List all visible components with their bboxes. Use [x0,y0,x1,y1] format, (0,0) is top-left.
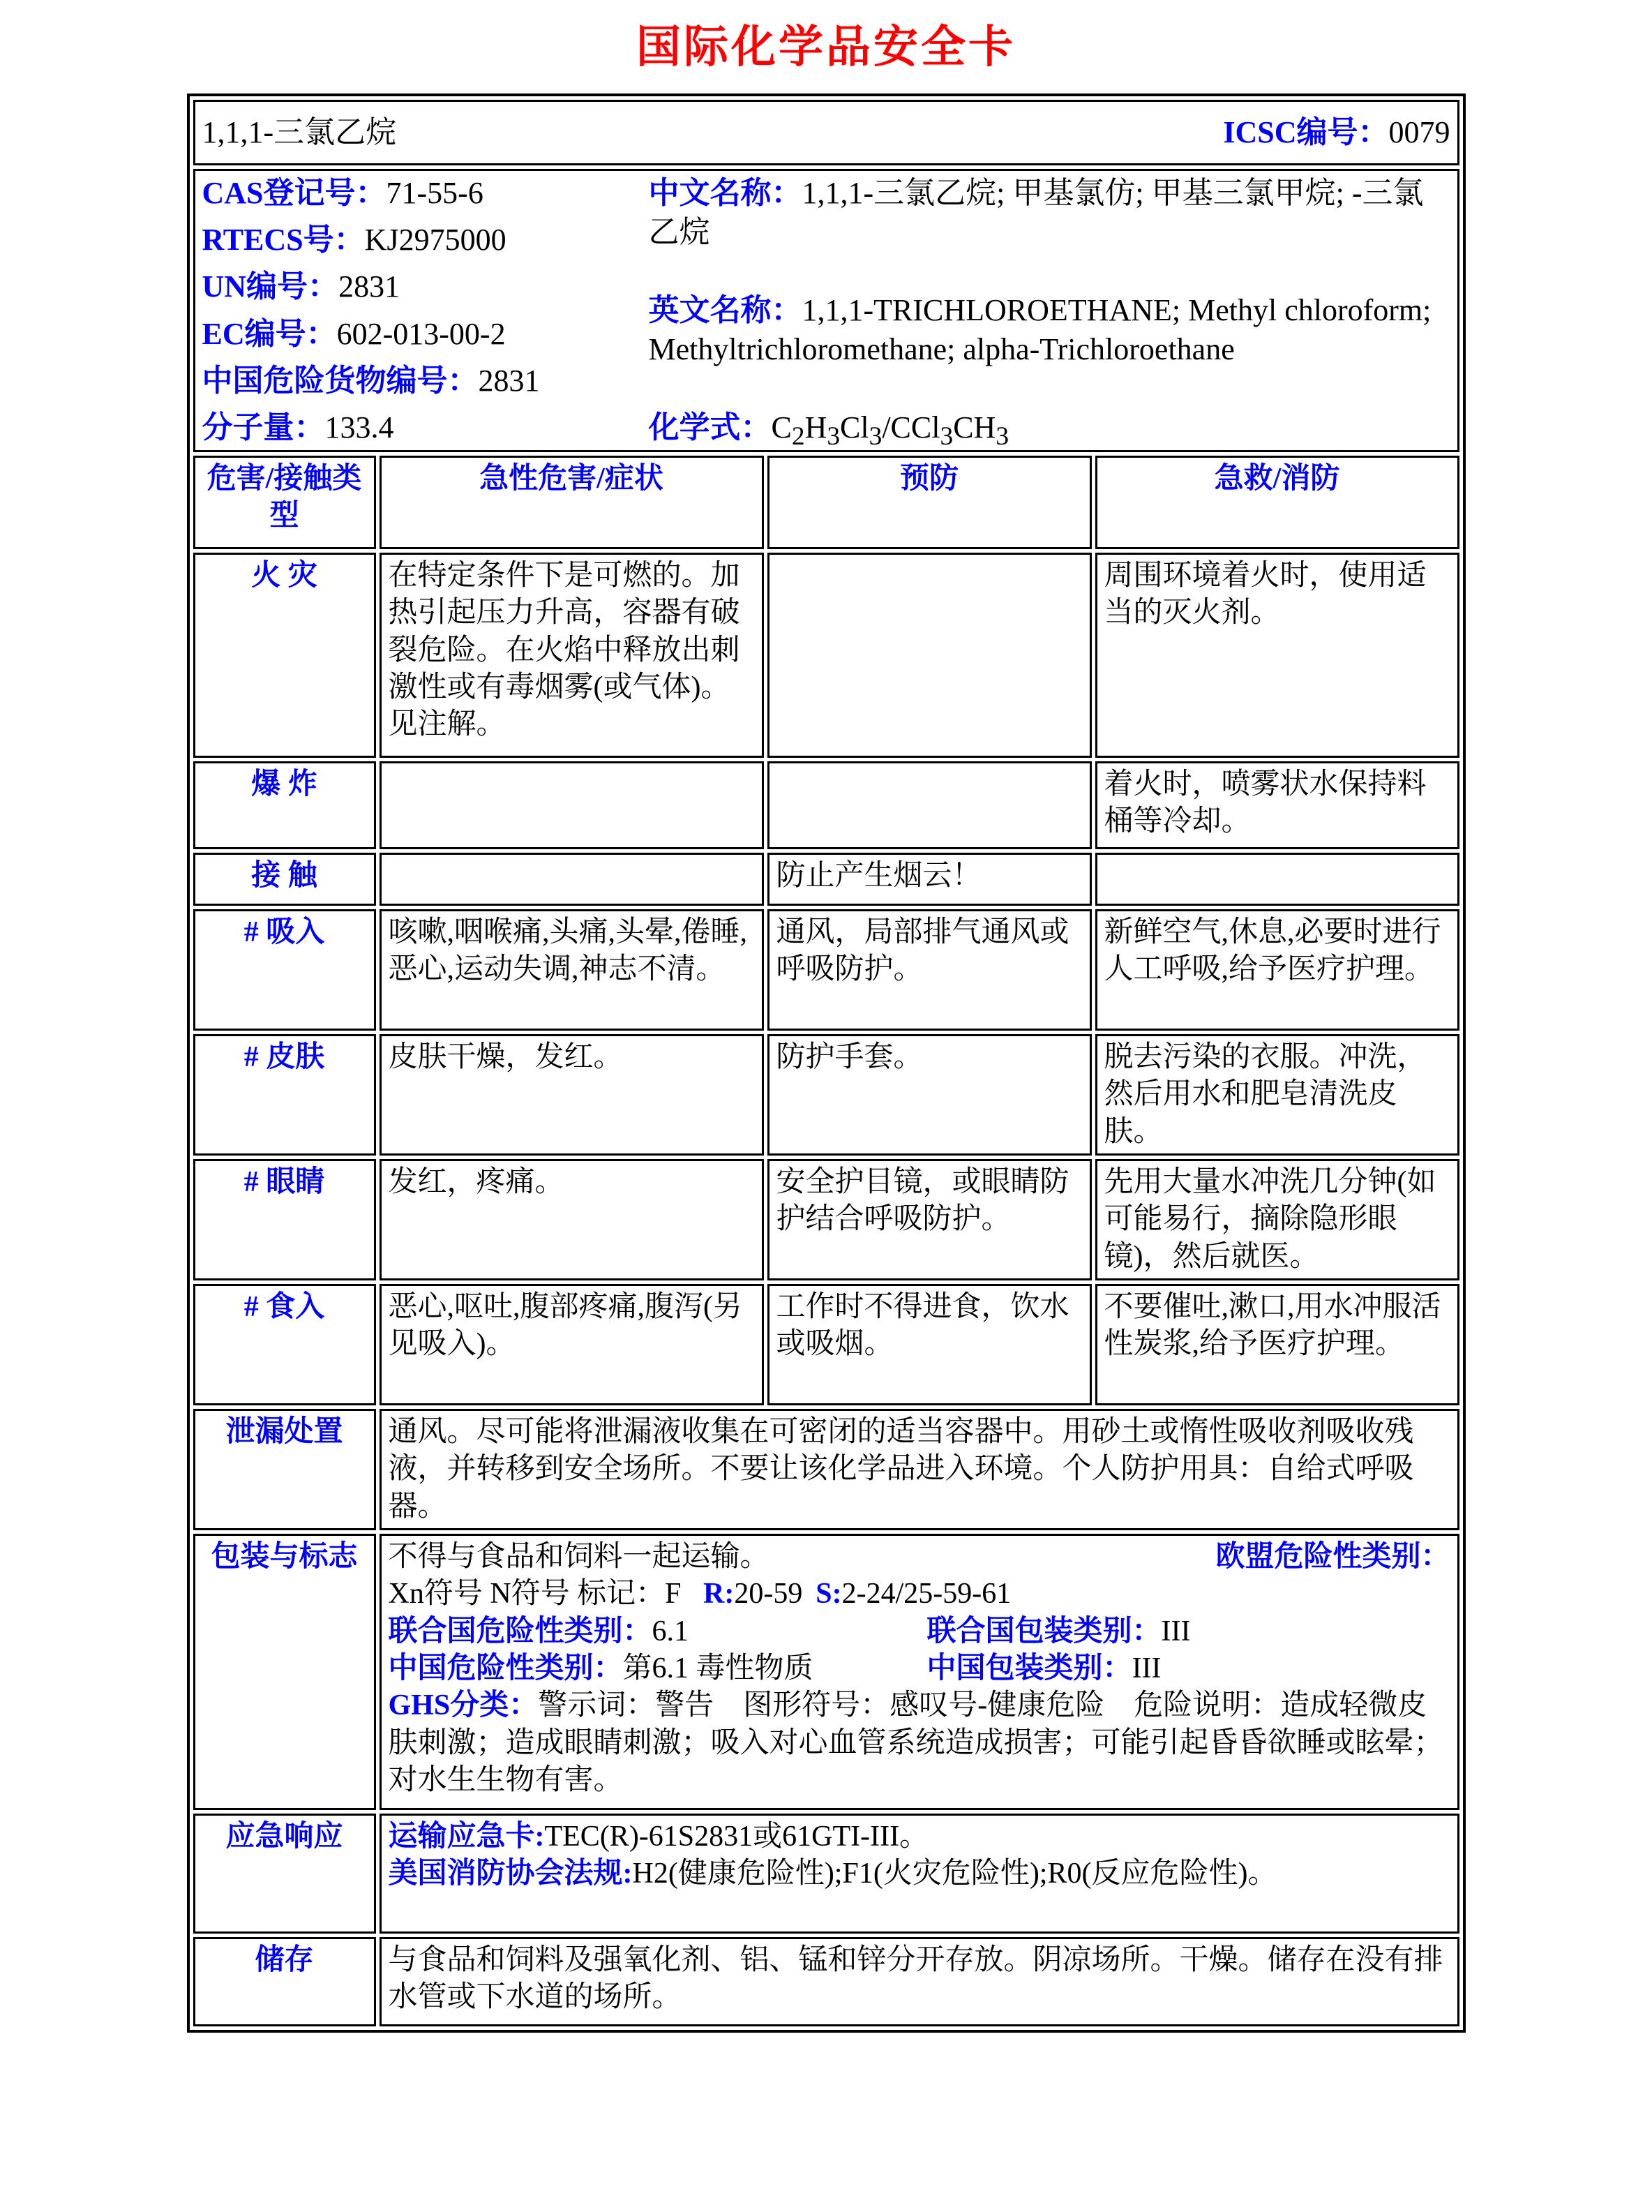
formula-subscript: 3 [869,421,883,451]
hazard-firstaid-cell: 先用大量水冲洗几分钟(如可能易行，摘除隐形眼镜)，然后就医。 [1095,1159,1459,1280]
chinese-names: 中文名称：1,1,1-三氯乙烷; 甲基氯仿; 甲基三氯甲烷; -三氯乙烷 [648,176,1424,249]
column-header-firstaid: 急救/消防 [1095,456,1459,549]
hazard-symptom-cell: 咳嗽,咽喉痛,头痛,头晕,倦睡,恶心,运动失调,神志不清。 [380,909,764,1031]
ghs-classification-line [389,1687,1450,1799]
icsc-card-table [187,94,1466,2033]
column-header-prevention: 预防 [767,456,1092,549]
cas-number: CAS登记号：71-55-6 [202,176,483,210]
hazard-row-explosion [193,761,1459,849]
un-number: UN编号：2831 [202,269,400,304]
icsc-number [1223,113,1450,152]
hazard-type-label: # 眼睛 [193,1159,376,1280]
rtecs-number: RTECS号：KJ2975000 [202,223,506,257]
packaging-transport-line [389,1539,1450,1576]
english-names: 英文名称：1,1,1-TRICHLOROETHANE; Methyl chloroform; Methyltrichloromethane; alpha-Trichloroethane [648,293,1432,366]
hazard-symptom-cell: 在特定条件下是可燃的。加热引起压力升高，容器有破裂危险。在火焰中释放出刺激性或有毒烟雾(或气体)。见注解。 [380,553,764,758]
molecular-weight: 分子量：133.4 [202,410,394,445]
r-phrase-label: R: [703,1578,735,1611]
hazard-type-label: # 食入 [193,1284,376,1405]
hazard-row-fire [193,553,1459,758]
hazard-symptom-cell: 恶心,呕吐,腹部疼痛,腹泻(另见吸入)。 [380,1284,764,1405]
s-phrase-value: 2-24/25-59-61 [841,1578,1012,1611]
un-class-label: 联合国危险性类别： [388,1615,652,1647]
formula-subscript: 3 [996,421,1009,451]
hazard-firstaid-cell: 不要催吐,漱口,用水冲服活性炭浆,给予医疗护理。 [1095,1284,1459,1405]
cn-class-value: 第6.1 毒性物质 [622,1652,813,1684]
hazard-row-inhalation [193,909,1459,1031]
hazard-table-header-row [193,456,1459,549]
ec-number: EC编号：602-013-00-2 [202,316,506,351]
eu-class-label: 欧盟危险性类别： [1215,1541,1450,1573]
hazard-row-exposure [193,853,1459,906]
hazard-symptom-cell: 发红，疼痛。 [380,1159,764,1280]
hazard-row-eyes [193,1159,1459,1280]
name-row [193,100,1459,165]
hazard-type-label: 接 触 [193,853,376,906]
hazard-firstaid-cell: 周围环境着火时，使用适当的灭火剂。 [1095,553,1459,758]
cn-class-label: 中国危险性类别： [388,1652,623,1684]
icsc-number-value: 0079 [1388,115,1450,150]
un-class-value: 6.1 [652,1615,689,1647]
packaging-labelling-row [193,1534,1459,1810]
section-label-emergency: 应急响应 [193,1814,376,1934]
icsc-number-label: ICSC编号： [1223,115,1389,150]
emergency-response-row [193,1814,1459,1934]
hazard-firstaid-cell: 新鲜空气,休息,必要时进行人工呼吸,给予医疗护理。 [1095,909,1459,1031]
hazard-row-skin [193,1034,1459,1156]
spill-disposal-row [193,1409,1459,1530]
transport-emergency-card-line [389,1818,1450,1855]
hazard-firstaid-cell: 着火时，喷雾状水保持料桶等冷却。 [1095,761,1459,849]
un-class-line [389,1613,1450,1650]
tec-label: 运输应急卡: [388,1821,545,1853]
s-phrase-label: S: [816,1578,842,1611]
hazard-symptom-cell [380,761,764,849]
hazard-prevention-cell: 工作时不得进食，饮水或吸烟。 [767,1284,1092,1405]
hazard-prevention-cell: 安全护目镜，或眼睛防护结合呼吸防护。 [767,1159,1092,1280]
section-label-storage: 储存 [193,1937,376,2026]
hazard-symptom-cell: 皮肤干燥，发红。 [380,1034,764,1156]
identifier-row [193,169,1459,452]
hazard-type-label: # 吸入 [193,909,376,1031]
cn-pack-label: 中国包装类别： [926,1652,1132,1684]
hazard-prevention-cell [767,553,1092,758]
hazard-prevention-cell: 通风，局部排气通风或呼吸防护。 [767,909,1092,1031]
spill-disposal-text: 通风。尽可能将泄漏液收集在可密闭的适当容器中。用砂土或惰性吸收剂吸收残液，并转移到安全场所。不要让该化学品进入环境。个人防护用具：自给式呼吸器。 [380,1409,1459,1530]
hazard-firstaid-cell [1095,853,1459,906]
tec-value: TEC(R)-61S2831或61GTI-III。 [544,1821,929,1853]
hazard-prevention-cell [767,761,1092,849]
chemical-formula: 化学式：$C_2H_3Cl_3/CCl_3CH_3$ [648,410,1009,451]
formula-subscript: 3 [940,421,954,451]
hazard-type-label: 火 灾 [193,553,376,758]
transport-note: 不得与食品和饲料一起运输。 [388,1541,769,1573]
formula-subscript: 2 [791,421,805,451]
chemical-name: 1,1,1-三氯乙烷 [202,115,397,150]
hazard-firstaid-cell: 脱去污染的衣服。冲洗，然后用水和肥皂清洗皮肤。 [1095,1034,1459,1156]
ghs-value: 警示词：警告 图形符号：感叹号-健康危险 危险说明：造成轻微皮肤刺激；造成眼睛刺激；吸入对心血管系统造成损害；可能引起昏昏欲睡或眩晕；对水生生物有害。 [388,1689,1443,1796]
nfpa-label: 美国消防协会法规: [388,1858,633,1890]
section-label-packaging: 包装与标志 [193,1534,376,1810]
eu-symbols: Xn符号 N符号 标记：F [388,1578,682,1611]
un-pack-value: III [1161,1615,1191,1647]
page-title: 国际化学品安全卡 [636,22,1016,72]
ghs-label: GHS分类： [388,1689,539,1722]
hazard-prevention-cell: 防护手套。 [767,1034,1092,1156]
column-header-symptoms: 急性危害/症状 [380,456,764,549]
nfpa-code-line [389,1855,1450,1892]
hazard-symptom-cell [380,853,764,906]
cn-class-line [389,1650,1450,1687]
cn-pack-value: III [1132,1652,1162,1684]
un-pack-label: 联合国包装类别： [926,1615,1162,1647]
hazard-prevention-cell: 防止产生烟云！ [767,853,1092,906]
identifier-list [202,174,649,447]
hazard-type-label: # 皮肤 [193,1034,376,1156]
section-label-spill: 泄漏处置 [193,1409,376,1530]
formula-subscript: 3 [827,421,841,451]
column-header-hazard-type: 危害/接触类型 [193,456,376,549]
storage-text: 与食品和饲料及强氧化剂、铝、锰和锌分开存放。阴凉场所。干燥。储存在没有排水管或下水道的场所。 [380,1937,1459,2026]
china-dg-number: 中国危险货物编号：2831 [202,363,540,398]
storage-row [193,1937,1459,2026]
nfpa-value: H2(健康危险性);F1(火灾危险性);R0(反应危险性)。 [632,1858,1277,1890]
hazard-type-label: 爆 炸 [193,761,376,849]
r-phrase-value: 20-59 [734,1578,803,1611]
eu-risk-safety-line [389,1576,1450,1613]
emergency-content [380,1814,1459,1934]
hazard-row-ingestion [193,1284,1459,1405]
name-formula-block [648,174,1450,451]
packaging-content [380,1534,1459,1810]
